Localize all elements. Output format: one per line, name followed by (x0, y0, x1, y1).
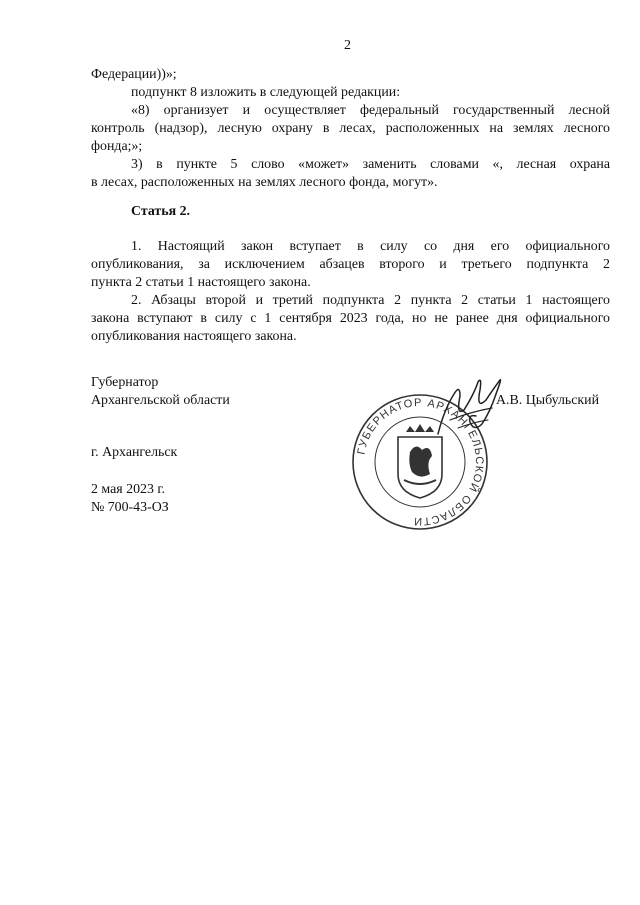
handwritten-signature (430, 372, 510, 442)
paragraph-line: контроль (надзор), лесную охрану в лесах, расположенных на землях лесного (91, 121, 610, 136)
paragraph-line: 1. Настоящий закон вступает в силу со дня его официального (131, 239, 610, 254)
paragraph-line: 2. Абзацы второй и третий подпункта 2 пункта 2 статьи 1 настоящего (131, 293, 610, 308)
amendment-line: подпункт 8 изложить в следующей редакции: (131, 85, 401, 100)
page-number: 2 (344, 38, 351, 53)
paragraph-line: опубликования настоящего закона. (91, 329, 297, 344)
signing-date: 2 мая 2023 г. (91, 482, 165, 497)
signatory-title: Архангельской области (91, 393, 230, 408)
paragraph-line: фонда;»; (91, 139, 143, 154)
paragraph-line: опубликования, за исключением абзацев второго и третьего подпункта 2 (91, 257, 610, 272)
paragraph-line: 3) в пункте 5 слово «может» заменить словами «, лесная охрана (131, 157, 610, 172)
law-number: № 700-43-ОЗ (91, 500, 169, 515)
paragraph-line: «8) организует и осуществляет федеральный государственный лесной (131, 103, 610, 118)
seal-text: ГУБЕРНАТОР АРХАНГЕЛЬСКОЙ ОБЛАСТИ (355, 396, 486, 528)
signatory-name: А.В. Цыбульский (496, 393, 599, 408)
paragraph-line: закона вступают в силу с 1 сентября 2023 года, но не ранее дня официального (91, 311, 610, 326)
article-heading: Статья 2. (131, 204, 191, 219)
amendment-line: Федерации))»; (91, 67, 177, 82)
paragraph-line: в лесах, расположенных на землях лесного фонда, могут». (91, 175, 438, 190)
signatory-title: Губернатор (91, 375, 159, 390)
paragraph-line: пункта 2 статьи 1 настоящего закона. (91, 275, 311, 290)
place-of-signing: г. Архангельск (91, 445, 178, 460)
